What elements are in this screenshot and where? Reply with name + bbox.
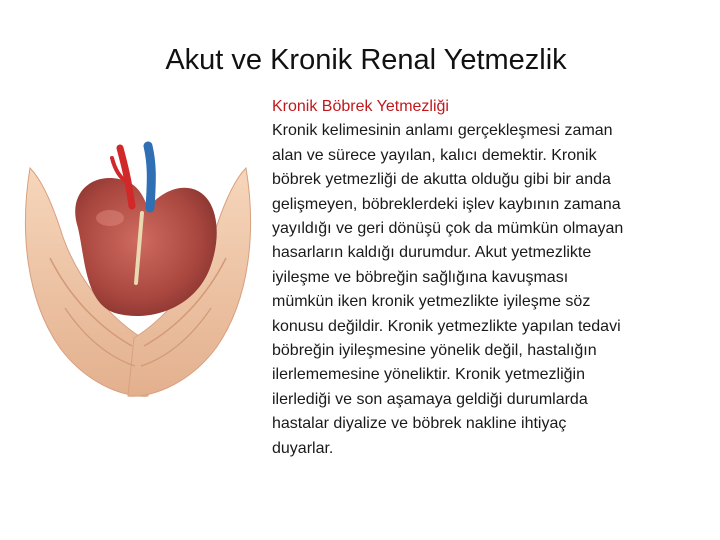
content-text-block (272, 95, 690, 461)
section-heading: Kronik Böbrek Yetmezliği (272, 98, 449, 115)
vein (148, 146, 151, 208)
body-paragraph: Kronik kelimesinin anlamı gerçekleşmesi zaman alan ve sürece yayılan, kalıcı demektir. Kronik böbrek yetmezliği de akutta olduğu gibi bir anda gelişmeyen, böbreklerdeki işlev kaybının zamana yayıldığı ve geri dönüşü çok da mümkün olmayan hasarların kaldığı durumdur. Akut yetmezlikte iyileşme ve böbreğin sağlığına kavuşması mümkün iken kronik yetmezlikte iyileşme söz konusu değildir. Kronik yetmezlikte yapılan tedavi böbreğin iyileşmesine yönelik değil, hastalığın ilerlememesine yöneliktir. Kronik yetmezliğin ilerlediği ve son aşamaya geldiği durumlarda hastalar diyalize ve böbrek nakline ihtiyaç duyarlar. (272, 122, 624, 457)
kidney-in-hands-image (20, 108, 256, 398)
kidney-in-hands-drawing (20, 108, 256, 398)
slide-title: Akut ve Kronik Renal Yetmezlik (165, 44, 567, 76)
